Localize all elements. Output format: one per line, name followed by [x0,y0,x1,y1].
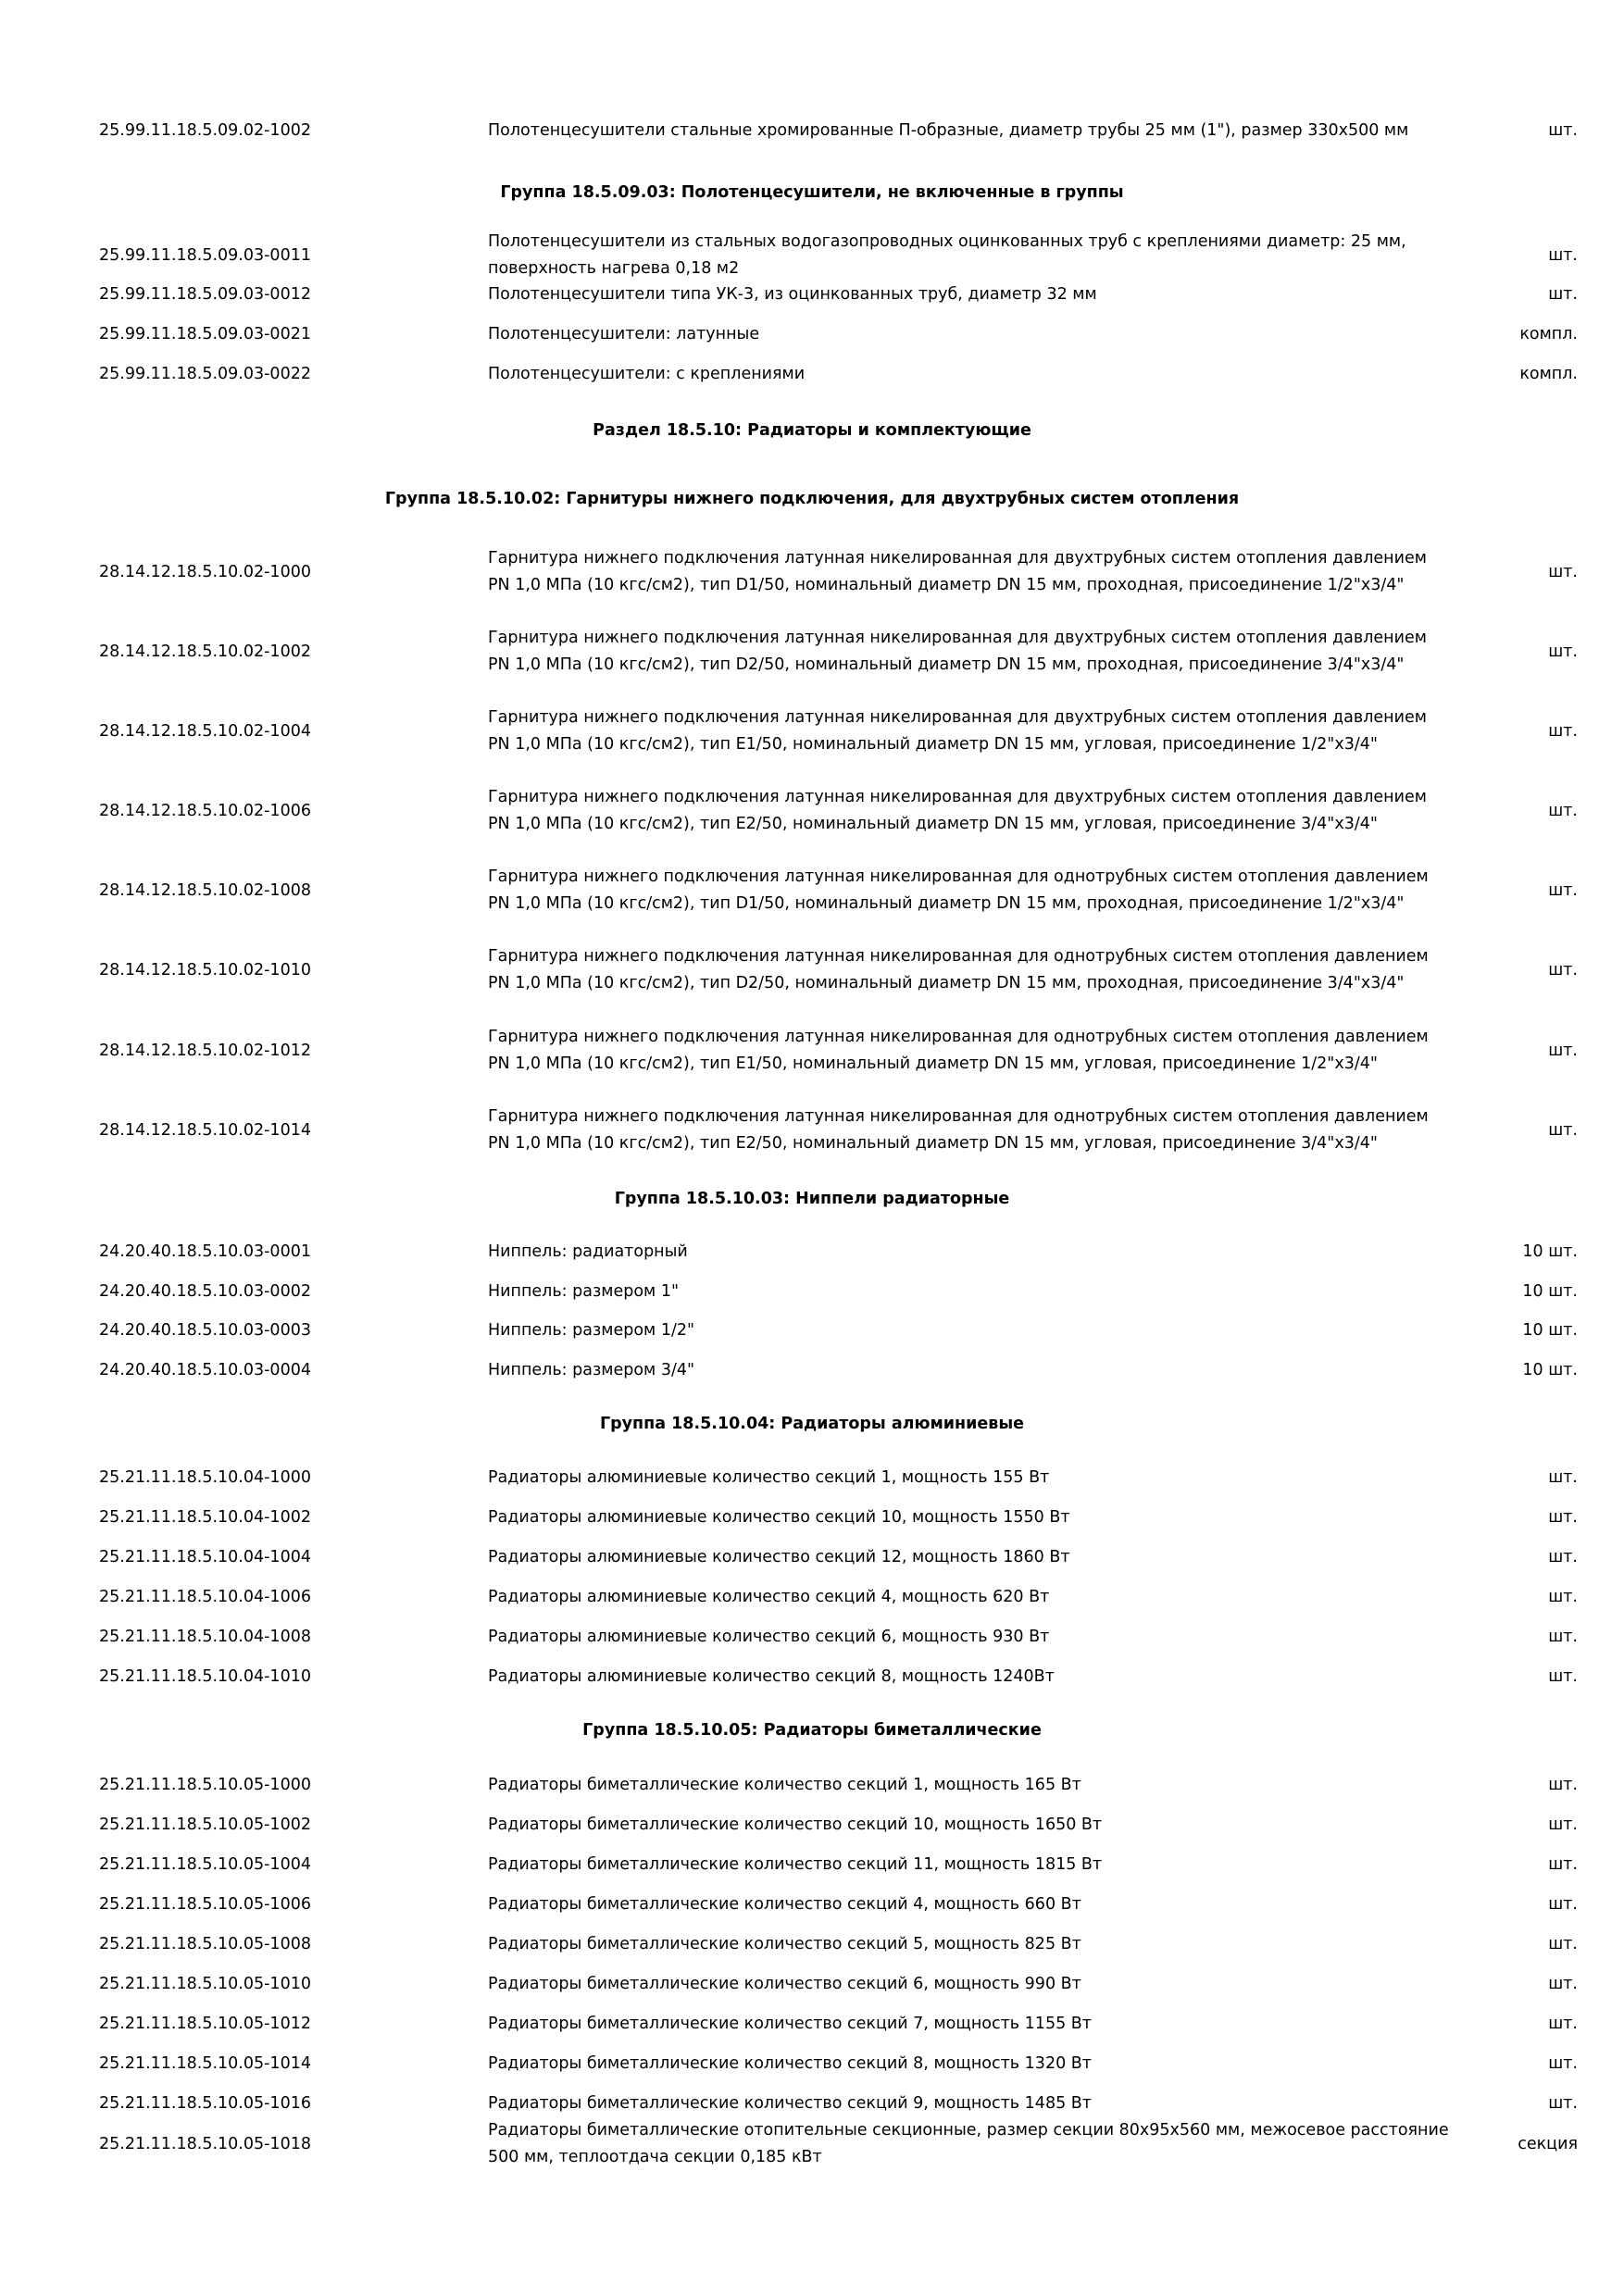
item-code: 25.99.11.18.5.09.03-0021 [99,324,311,343]
section-heading: Группа 18.5.10.03: Ниппели радиаторные [614,1189,1010,1208]
item-unit: шт. [1548,960,1578,980]
table-row [0,1357,1624,1384]
item-code: 25.99.11.18.5.09.03-0012 [99,284,311,304]
item-code: 25.21.11.18.5.10.05-1010 [99,1974,311,1993]
item-code: 28.14.12.18.5.10.02-1014 [99,1120,311,1140]
item-description: Гарнитура нижнего подключения латунная никелированная для двухтрубных систем отопления давлением PN 1,0 МПа (10 кгс/см2), тип E1/50, номинальный диаметр DN 15 мм, угловая, присоединение 1/2"х3/4" [488,708,1427,754]
table-row [0,2011,1624,2038]
item-description: Ниппель: радиаторный [488,1242,688,1261]
item-unit: шт. [1548,1627,1578,1646]
item-code: 25.21.11.18.5.10.04-1008 [99,1627,311,1646]
item-description: Радиаторы алюминиевые количество секций 10, мощность 1550 Вт [488,1507,1070,1527]
table-row [0,1891,1624,1918]
item-unit: шт. [1548,284,1578,304]
item-description: Полотенцесушители: латунные [488,324,760,343]
item-description: Ниппель: размером 3/4" [488,1360,695,1379]
item-unit: 10 шт. [1522,1281,1578,1301]
item-unit: 10 шт. [1522,1242,1578,1261]
item-unit: компл. [1519,364,1578,383]
table-row [0,1544,1624,1571]
item-code: 25.21.11.18.5.10.05-1004 [99,1854,311,1874]
item-code: 25.99.11.18.5.09.02-1002 [99,120,311,140]
item-unit: шт. [1548,1815,1578,1834]
item-unit: шт. [1548,880,1578,900]
table-row [0,321,1624,348]
item-description: Гарнитура нижнего подключения латунная никелированная для однотрубных систем отопления давлением PN 1,0 МПа (10 кгс/см2), тип D1/50, номинальный диаметр DN 15 мм, проходная, присоединение 1/2"х3/4" [488,867,1429,913]
item-unit: шт. [1548,801,1578,820]
item-description: Радиаторы биметаллические количество секций 1, мощность 165 Вт [488,1775,1081,1794]
table-row [0,1504,1624,1531]
item-description: Гарнитура нижнего подключения латунная никелированная для однотрубных систем отопления давлением PN 1,0 МПа (10 кгс/см2), тип E1/50, номинальный диаметр DN 15 мм, угловая, присоединение 1/2"х3/4" [488,1028,1429,1073]
table-row [0,281,1624,308]
table-row [0,1971,1624,1998]
table-row [0,784,1624,838]
table-row [0,361,1624,388]
item-description: Полотенцесушители типа УК-3, из оцинкованных труб, диаметр 32 мм [488,284,1097,304]
table-row [0,2051,1624,2078]
item-description: Полотенцесушители: с креплениями [488,364,806,383]
item-code: 25.21.11.18.5.10.05-1006 [99,1894,311,1914]
table-row [0,2117,1624,2171]
item-description: Гарнитура нижнего подключения латунная никелированная для однотрубных систем отопления давлением PN 1,0 МПа (10 кгс/см2), тип E2/50, номинальный диаметр DN 15 мм, угловая, присоединение 3/4"х3/4" [488,1107,1429,1153]
item-unit: шт. [1548,2053,1578,2073]
item-description: Радиаторы биметаллические количество секций 8, мощность 1320 Вт [488,2053,1092,2073]
item-unit: шт. [1548,1587,1578,1606]
item-code: 28.14.12.18.5.10.02-1012 [99,1041,311,1060]
item-unit: шт. [1548,120,1578,140]
item-unit: 10 шт. [1522,1360,1578,1379]
table-row [0,943,1624,997]
item-code: 28.14.12.18.5.10.02-1002 [99,642,311,661]
item-unit: шт. [1548,1934,1578,1953]
item-code: 28.14.12.18.5.10.02-1006 [99,801,311,820]
item-description: Гарнитура нижнего подключения латунная никелированная для двухтрубных систем отопления давлением PN 1,0 МПа (10 кгс/см2), тип D1/50, номинальный диаметр DN 15 мм, проходная, присоединение 1/2"х3/4" [488,549,1427,594]
table-row [0,625,1624,679]
table-row [0,545,1624,599]
item-code: 24.20.40.18.5.10.03-0002 [99,1281,311,1301]
item-code: 25.21.11.18.5.10.05-1012 [99,2014,311,2033]
section-heading: Группа 18.5.10.05: Радиаторы биметаллические [582,1720,1042,1740]
item-code: 25.21.11.18.5.10.04-1000 [99,1467,311,1487]
item-code: 25.21.11.18.5.10.04-1004 [99,1547,311,1566]
item-unit: шт. [1548,1547,1578,1566]
item-unit: шт. [1548,1120,1578,1140]
item-code: 28.14.12.18.5.10.02-1008 [99,880,311,900]
table-row [0,705,1624,758]
table-row [0,1664,1624,1691]
table-row [0,1584,1624,1611]
item-description: Ниппель: размером 1" [488,1281,680,1301]
table-row [0,1239,1624,1266]
item-description: Радиаторы биметаллические количество секций 6, мощность 990 Вт [488,1974,1081,1993]
item-code: 28.14.12.18.5.10.02-1004 [99,721,311,741]
table-row [0,1465,1624,1491]
table-row [0,1279,1624,1305]
item-code: 25.21.11.18.5.10.05-1002 [99,1815,311,1834]
item-unit: шт. [1548,642,1578,661]
item-code: 25.21.11.18.5.10.05-1008 [99,1934,311,1953]
item-code: 25.99.11.18.5.09.03-0011 [99,245,311,265]
item-code: 24.20.40.18.5.10.03-0001 [99,1242,311,1261]
item-description: Радиаторы алюминиевые количество секций 1, мощность 155 Вт [488,1467,1050,1487]
section-heading: Группа 18.5.10.02: Гарнитуры нижнего подключения, для двухтрубных систем отопления [384,489,1240,508]
table-row [0,864,1624,917]
item-description: Ниппель: размером 1/2" [488,1320,695,1340]
item-unit: шт. [1548,1775,1578,1794]
item-code: 25.21.11.18.5.10.04-1010 [99,1666,311,1686]
table-row [0,1104,1624,1157]
item-unit: шт. [1548,1041,1578,1060]
section-heading: Группа 18.5.10.04: Радиаторы алюминиевые [599,1414,1025,1433]
item-code: 25.21.11.18.5.10.05-1014 [99,2053,311,2073]
item-unit: шт. [1548,721,1578,741]
item-unit: шт. [1548,245,1578,265]
item-unit: шт. [1548,2014,1578,2033]
table-row [0,1931,1624,1958]
section-heading: Группа 18.5.09.03: Полотенцесушители, не включенные в группы [500,182,1124,202]
item-description: Радиаторы биметаллические количество секций 7, мощность 1155 Вт [488,2014,1092,2033]
item-code: 25.99.11.18.5.09.03-0022 [99,364,311,383]
item-unit: шт. [1548,562,1578,581]
table-row [0,1317,1624,1344]
item-unit: шт. [1548,2093,1578,2113]
table-row [0,118,1624,144]
item-description: Гарнитура нижнего подключения латунная никелированная для двухтрубных систем отопления давлением PN 1,0 МПа (10 кгс/см2), тип E2/50, номинальный диаметр DN 15 мм, угловая, присоединение 3/4"х3/4" [488,788,1427,833]
item-description: Радиаторы биметаллические количество секций 11, мощность 1815 Вт [488,1854,1103,1874]
item-code: 25.21.11.18.5.10.05-1018 [99,2134,311,2153]
item-description: Радиаторы биметаллические количество секций 9, мощность 1485 Вт [488,2093,1092,2113]
item-code: 25.21.11.18.5.10.04-1006 [99,1587,311,1606]
item-description: Гарнитура нижнего подключения латунная никелированная для двухтрубных систем отопления давлением PN 1,0 МПа (10 кгс/см2), тип D2/50, номинальный диаметр DN 15 мм, проходная, присоединение 3/4"х3/4" [488,629,1427,674]
item-code: 25.21.11.18.5.10.04-1002 [99,1507,311,1527]
item-code: 24.20.40.18.5.10.03-0003 [99,1320,311,1340]
item-description: Радиаторы алюминиевые количество секций 6, мощность 930 Вт [488,1627,1050,1646]
table-row [0,1852,1624,1878]
table-row [0,229,1624,282]
item-unit: шт. [1548,1507,1578,1527]
item-code: 25.21.11.18.5.10.05-1000 [99,1775,311,1794]
item-code: 25.21.11.18.5.10.05-1016 [99,2093,311,2113]
table-row [0,2090,1624,2117]
item-unit: секция [1518,2134,1578,2153]
table-row [0,1624,1624,1651]
item-code: 28.14.12.18.5.10.02-1000 [99,562,311,581]
table-row [0,1812,1624,1839]
item-description: Радиаторы алюминиевые количество секций 8, мощность 1240Вт [488,1666,1055,1686]
item-unit: шт. [1548,1894,1578,1914]
table-row [0,1024,1624,1078]
item-unit: шт. [1548,1467,1578,1487]
item-description: Радиаторы биметаллические количество секций 10, мощность 1650 Вт [488,1815,1103,1834]
item-description: Радиаторы биметаллические количество секций 5, мощность 825 Вт [488,1934,1081,1953]
item-unit: компл. [1519,324,1578,343]
item-unit: шт. [1548,1974,1578,1993]
item-description: Полотенцесушители стальные хромированные П-образные, диаметр трубы 25 мм (1"), размер 330х500 мм [488,120,1409,140]
item-unit: 10 шт. [1522,1320,1578,1340]
section-heading: Раздел 18.5.10: Радиаторы и комплектующие [593,420,1031,440]
item-unit: шт. [1548,1854,1578,1874]
item-description: Радиаторы биметаллические количество секций 4, мощность 660 Вт [488,1894,1081,1914]
item-code: 24.20.40.18.5.10.03-0004 [99,1360,311,1379]
item-unit: шт. [1548,1666,1578,1686]
item-description: Радиаторы биметаллические отопительные секционные, размер секции 80х95х560 мм, межосевое расстояние 500 мм, теплоотдача секции 0,185 кВт [488,2121,1449,2166]
item-code: 28.14.12.18.5.10.02-1010 [99,960,311,980]
table-row [0,1772,1624,1799]
item-description: Полотенцесушители из стальных водогазопроводных оцинкованных труб с креплениями диаметр: 25 мм, поверхность нагрева 0,18 м2 [488,232,1406,278]
item-description: Радиаторы алюминиевые количество секций 12, мощность 1860 Вт [488,1547,1070,1566]
item-description: Радиаторы алюминиевые количество секций 4, мощность 620 Вт [488,1587,1050,1606]
item-description: Гарнитура нижнего подключения латунная никелированная для однотрубных систем отопления давлением PN 1,0 МПа (10 кгс/см2), тип D2/50, номинальный диаметр DN 15 мм, проходная, присоединение 3/4"х3/4" [488,947,1429,992]
